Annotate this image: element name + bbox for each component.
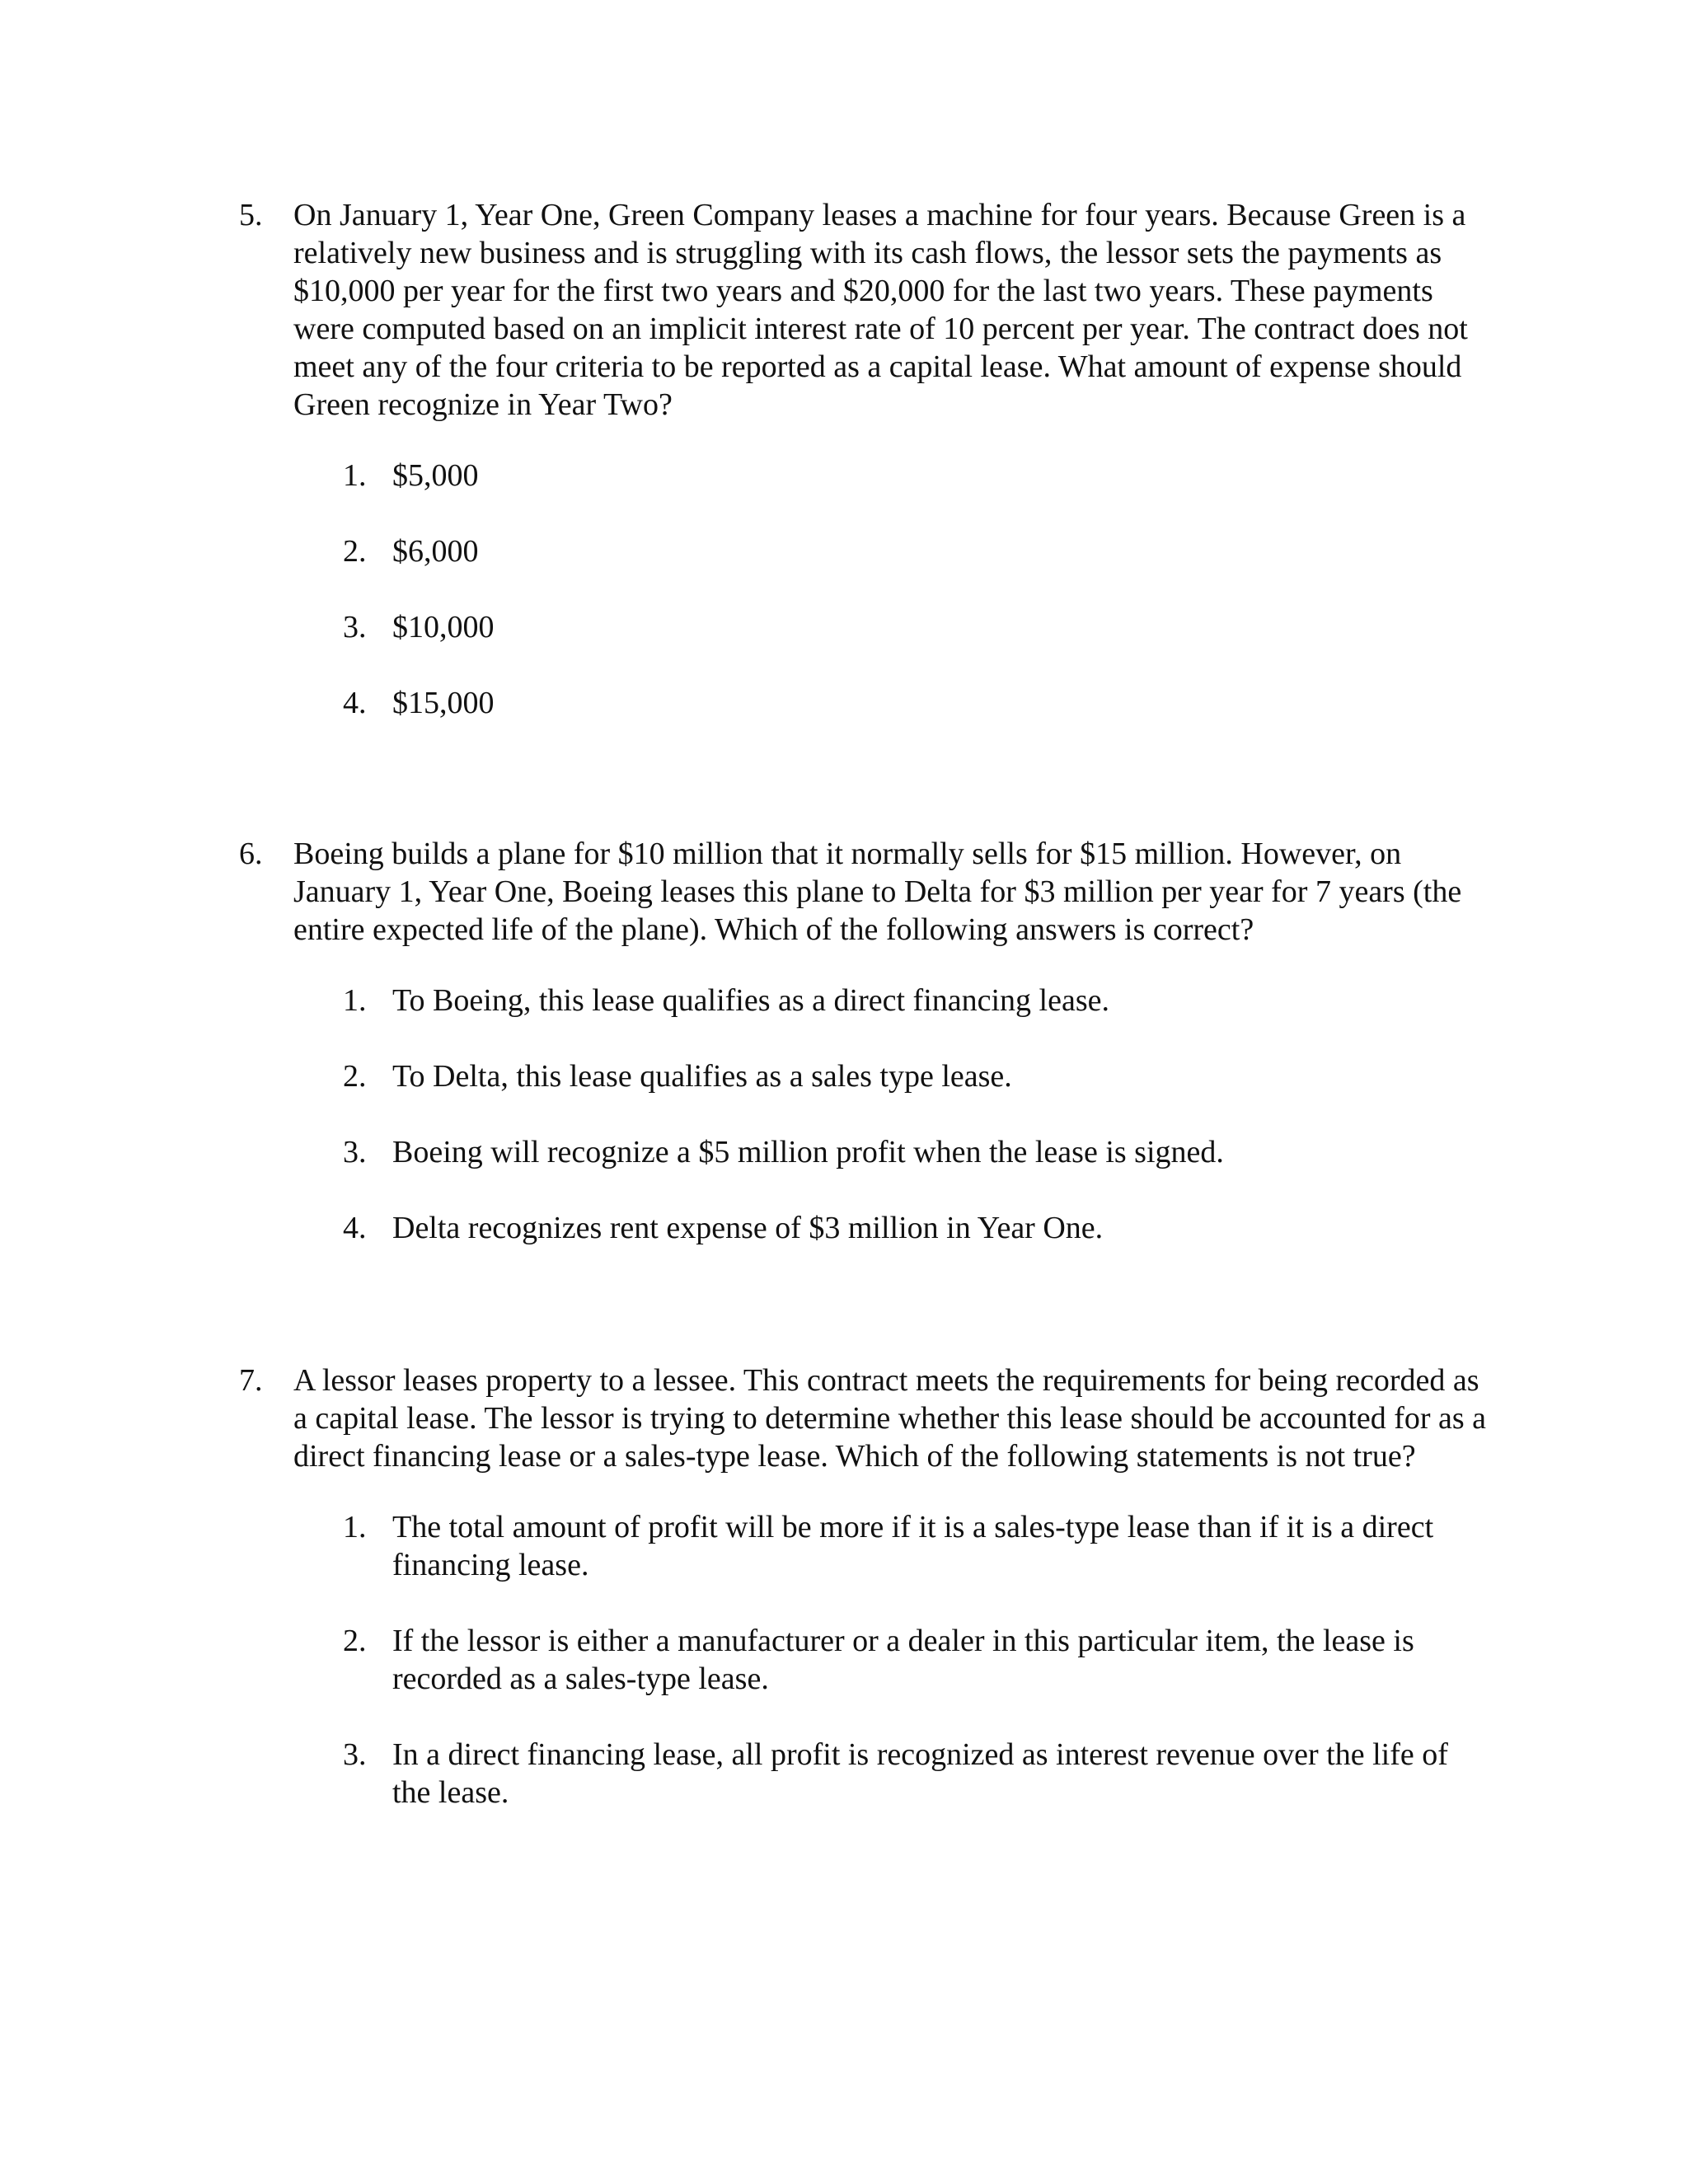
option-number: 1. bbox=[343, 1510, 367, 1544]
option-text: $15,000 bbox=[392, 686, 495, 720]
option-text: Delta recognizes rent expense of $3 million in Year One. bbox=[392, 1211, 1104, 1245]
option-text: $10,000 bbox=[392, 610, 495, 644]
answer-options bbox=[239, 982, 1492, 1247]
answer-option bbox=[343, 1622, 1492, 1698]
option-text: $5,000 bbox=[392, 458, 479, 493]
answer-option bbox=[343, 1057, 1492, 1095]
answer-options bbox=[239, 1508, 1492, 1811]
option-number: 4. bbox=[343, 1211, 367, 1245]
option-number: 4. bbox=[343, 686, 367, 720]
option-text: In a direct financing lease, all profit is recognized as interest revenue over the life of the lease. bbox=[392, 1737, 1448, 1810]
answer-option bbox=[343, 457, 1492, 494]
question-text: On January 1, Year One, Green Company leases a machine for four years. Because Green is a relatively new business and is struggling with its cash flows, the lessor sets the payments as $10,000 per year for the first two years and $20,000 for the last two years. These payments were computed based on an implicit interest rate of 10 percent per year. The contract does not meet any of the four criteria to be reported as a capital lease. What amount of expense should Green recognize in Year Two? bbox=[293, 198, 1468, 422]
question-number: 5. bbox=[239, 198, 263, 232]
option-number: 2. bbox=[343, 1624, 367, 1658]
question-6 bbox=[239, 835, 1492, 1285]
answer-option bbox=[343, 1736, 1492, 1811]
answer-option bbox=[343, 532, 1492, 570]
option-number: 1. bbox=[343, 983, 367, 1018]
option-number: 2. bbox=[343, 534, 367, 569]
answer-option bbox=[343, 608, 1492, 646]
option-text: To Delta, this lease qualifies as a sales type lease. bbox=[392, 1059, 1012, 1094]
question-number: 6. bbox=[239, 837, 263, 871]
option-text: $6,000 bbox=[392, 534, 479, 569]
answer-option bbox=[343, 1133, 1492, 1171]
option-number: 3. bbox=[343, 1135, 367, 1169]
answer-option bbox=[343, 684, 1492, 722]
question-5 bbox=[239, 196, 1492, 760]
question-text: Boeing builds a plane for $10 million that it normally sells for $15 million. However, on January 1, Year One, Boeing leases this plane to Delta for $3 million per year for 7 years (the entire expected life of the plane). Which of the following answers is correct? bbox=[293, 837, 1462, 947]
answer-option bbox=[343, 1508, 1492, 1584]
option-number: 1. bbox=[343, 458, 367, 493]
option-text: If the lessor is either a manufacturer or a dealer in this particular item, the lease is recorded as a sales-type lease. bbox=[392, 1624, 1414, 1696]
question-text: A lessor leases property to a lessee. This contract meets the requirements for being recorded as a capital lease. The lessor is trying to determine whether this lease should be accounted for as a direct financing lease or a sales-type lease. Which of the following statements is not true? bbox=[293, 1363, 1487, 1474]
question-number: 7. bbox=[239, 1363, 263, 1398]
answer-options bbox=[239, 457, 1492, 722]
option-text: To Boeing, this lease qualifies as a direct financing lease. bbox=[392, 983, 1109, 1018]
option-number: 3. bbox=[343, 1737, 367, 1772]
answer-option bbox=[343, 982, 1492, 1019]
option-number: 3. bbox=[343, 610, 367, 644]
answer-option bbox=[343, 1209, 1492, 1247]
option-number: 2. bbox=[343, 1059, 367, 1094]
option-text: Boeing will recognize a $5 million profit when the lease is signed. bbox=[392, 1135, 1224, 1169]
option-text: The total amount of profit will be more if it is a sales-type lease than if it is a direct financing lease. bbox=[392, 1510, 1434, 1582]
question-7 bbox=[239, 1361, 1492, 1849]
